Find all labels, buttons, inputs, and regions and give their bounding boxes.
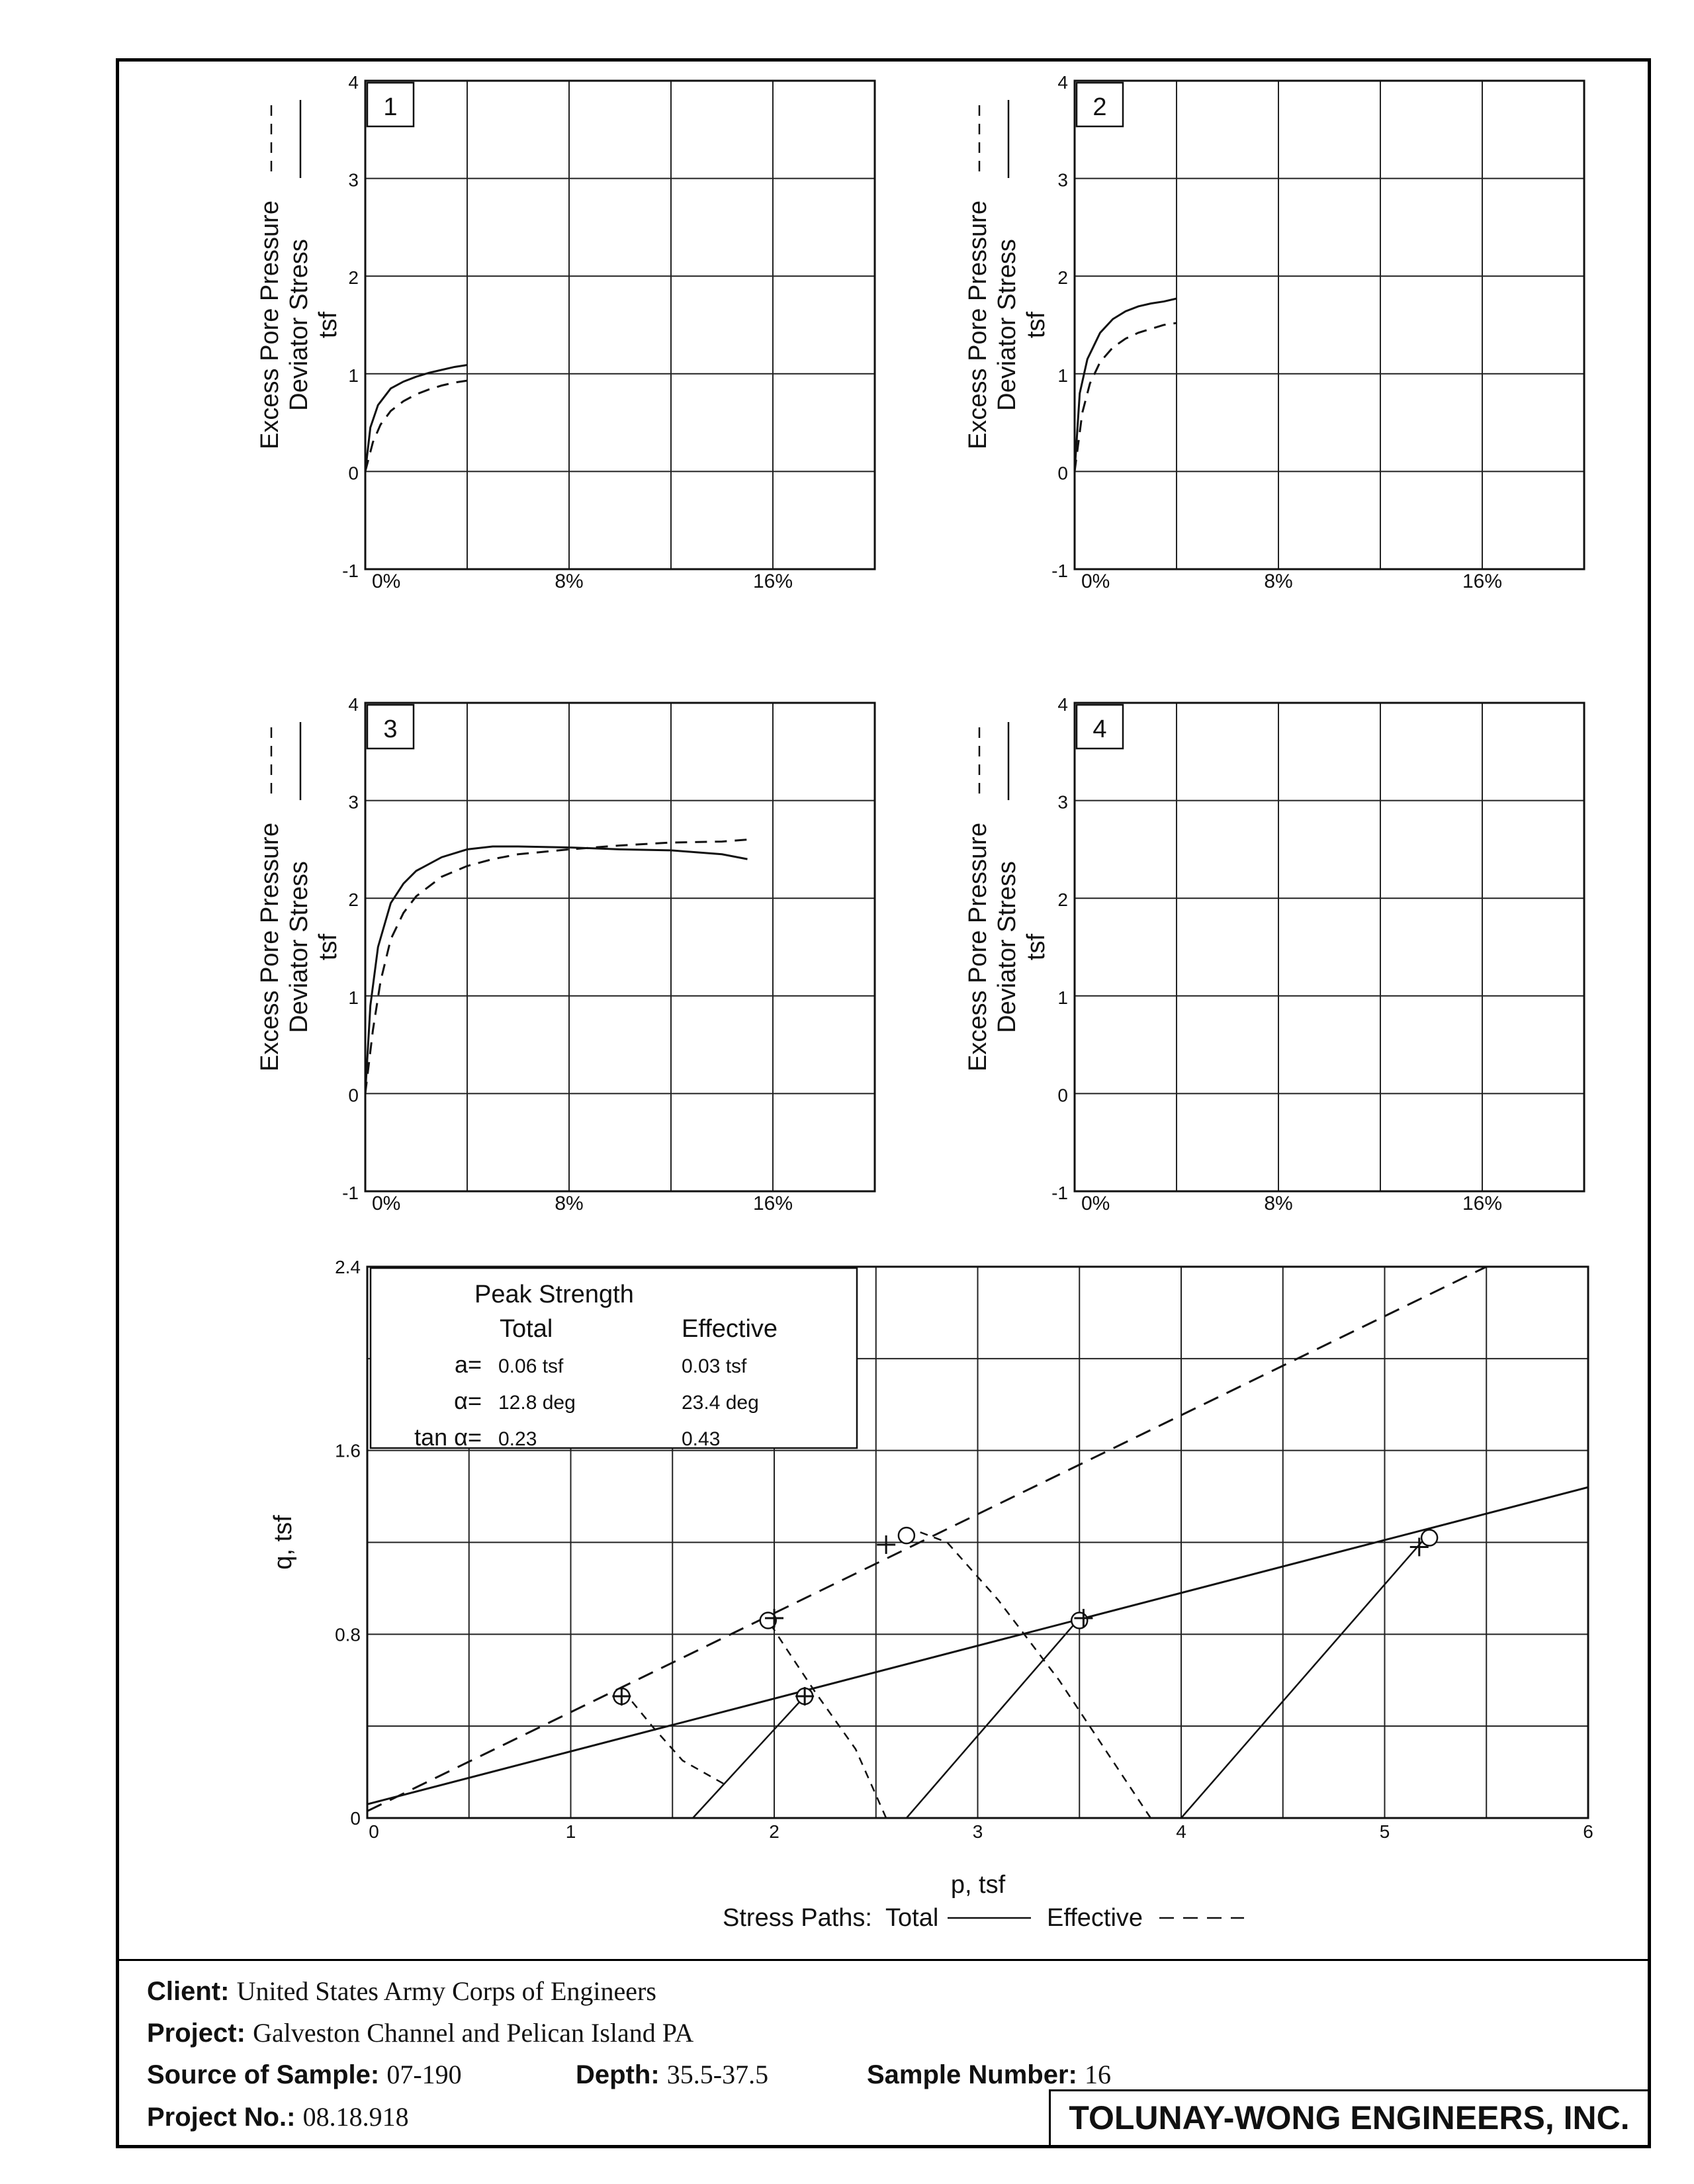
peak-row-total: 12.8 deg <box>498 1392 576 1414</box>
y-tick-label: -1 <box>342 1183 359 1203</box>
depth-row <box>576 2059 768 2090</box>
plot-frame <box>1075 81 1584 569</box>
sample-label: Sample Number: <box>867 2060 1077 2089</box>
x-tick-label: 16% <box>752 1193 793 1214</box>
source-value: 07-190 <box>386 2060 462 2089</box>
y-axis-label-line: tsf <box>1022 311 1050 339</box>
total-stress-path <box>907 1618 1079 1818</box>
project-row <box>147 2017 693 2048</box>
stress-strain-panel-2 <box>964 72 1584 592</box>
stress-strain-panel-3 <box>256 694 875 1214</box>
stress-path-plot <box>269 1257 1593 1932</box>
x-tick-label: 8% <box>1264 570 1293 592</box>
peak-total-header: Total <box>500 1315 553 1343</box>
depth-value: 35.5-37.5 <box>666 2060 769 2089</box>
y-tick-label: 0 <box>1057 1085 1068 1106</box>
peak-row-label: tan α= <box>414 1424 482 1451</box>
panel-number: 3 <box>383 715 398 743</box>
y-tick-label: 3 <box>1057 792 1068 813</box>
failure-point-circle <box>1421 1530 1437 1546</box>
deviator-stress-curve <box>365 365 467 472</box>
x-tick-label: 16% <box>1462 570 1503 592</box>
pore-pressure-curve <box>365 381 467 471</box>
x-tick-label: 8% <box>555 570 584 592</box>
pore-pressure-curve <box>365 840 748 1094</box>
y-tick-label: 2 <box>1057 889 1068 911</box>
y-axis-label-line: Excess Pore Pressure <box>964 201 992 449</box>
project-label: Project: <box>147 2019 245 2048</box>
y-tick-label: 1 <box>348 987 359 1008</box>
y-axis-label-line: Excess Pore Pressure <box>964 823 992 1071</box>
y-tick-label: -1 <box>1051 561 1068 581</box>
x-tick-label: 5 <box>1379 1821 1390 1842</box>
legend-caption: Stress Paths: <box>723 1904 872 1932</box>
y-tick-label: 3 <box>348 792 359 813</box>
x-tick-label: 2 <box>769 1821 780 1842</box>
peak-row-total: 0.06 tsf <box>498 1355 564 1377</box>
x-tick-label: 6 <box>1583 1821 1593 1842</box>
y-tick-label: 4 <box>348 694 359 715</box>
sample-row <box>867 2059 1111 2090</box>
plot-frame <box>1075 703 1584 1191</box>
y-tick-label: 1 <box>1057 987 1068 1008</box>
project-value: Galveston Channel and Pelican Island PA <box>253 2018 694 2048</box>
y-tick-label: 0 <box>350 1808 361 1829</box>
y-tick-label: 3 <box>348 169 359 191</box>
y-axis-label-line: Deviator Stress <box>993 861 1021 1033</box>
y-axis-label <box>964 823 1050 1071</box>
y-axis-label: q, tsf <box>269 1515 297 1570</box>
peak-row-effective: 0.43 <box>682 1428 721 1450</box>
depth-label: Depth: <box>576 2060 660 2089</box>
y-tick-label: 0 <box>348 463 359 484</box>
x-tick-label: 0% <box>1081 570 1110 592</box>
company-name: TOLUNAY-WONG ENGINEERS, INC. <box>1049 2089 1648 2145</box>
y-tick-label: 1 <box>1057 365 1068 386</box>
client-value: United States Army Corps of Engineers <box>236 1976 656 2006</box>
projno-row <box>147 2101 409 2132</box>
x-tick-label: 8% <box>1264 1193 1293 1214</box>
y-tick-label: 2 <box>1057 267 1068 289</box>
panel-number: 4 <box>1092 715 1107 743</box>
effective-stress-path <box>628 1696 724 1784</box>
x-tick-label: 8% <box>555 1193 584 1214</box>
deviator-stress-curve <box>365 846 748 1093</box>
stress-strain-panel-1 <box>256 72 875 592</box>
y-axis-label-line: Deviator Stress <box>285 861 313 1033</box>
y-tick-label: 4 <box>1057 72 1068 93</box>
y-axis-label-line: Excess Pore Pressure <box>256 201 284 449</box>
x-tick-label: 4 <box>1176 1821 1186 1842</box>
pore-pressure-curve <box>1075 323 1177 471</box>
y-tick-label: 2 <box>348 267 359 289</box>
client-label: Client: <box>147 1977 230 2006</box>
effective-stress-path <box>768 1621 886 1818</box>
peak-strength-title: Peak Strength <box>474 1281 634 1308</box>
source-row <box>147 2059 462 2090</box>
stress-strain-panel-4 <box>964 694 1584 1214</box>
x-tick-label: 0% <box>1081 1193 1110 1214</box>
peak-row-effective: 23.4 deg <box>682 1392 759 1414</box>
report-footer <box>119 1959 1648 2145</box>
peak-row-total: 0.23 <box>498 1428 537 1450</box>
y-tick-label: -1 <box>342 561 359 581</box>
x-axis-label: p, tsf <box>950 1871 1006 1899</box>
sample-value: 16 <box>1084 2060 1111 2089</box>
y-tick-label: 0.8 <box>335 1624 361 1645</box>
y-axis-label-line: tsf <box>1022 933 1050 961</box>
peak-row-label: α= <box>454 1387 482 1414</box>
peak-row-effective: 0.03 tsf <box>682 1355 747 1377</box>
projno-value: 08.18.918 <box>302 2102 409 2132</box>
plot-frame <box>365 703 875 1191</box>
y-tick-label: 3 <box>1057 169 1068 191</box>
panel-number: 2 <box>1092 93 1107 121</box>
y-tick-label: 0 <box>1057 463 1068 484</box>
panel-number: 1 <box>383 93 398 121</box>
client-row <box>147 1976 656 2007</box>
y-axis-label-line: tsf <box>314 311 342 339</box>
x-tick-label: 3 <box>972 1821 983 1842</box>
x-tick-label: 16% <box>752 570 793 592</box>
source-label: Source of Sample: <box>147 2060 380 2089</box>
y-axis-label <box>256 823 342 1071</box>
y-tick-label: 1.6 <box>335 1440 361 1461</box>
y-axis-label-line: Deviator Stress <box>993 239 1021 411</box>
x-tick-label: 0% <box>372 570 401 592</box>
y-axis-label-line: Deviator Stress <box>285 239 313 411</box>
y-axis-label-line: Excess Pore Pressure <box>256 823 284 1071</box>
plot-frame <box>365 81 875 569</box>
x-tick-label: 0 <box>369 1821 379 1842</box>
x-tick-label: 16% <box>1462 1193 1503 1214</box>
failure-point-circle <box>1071 1613 1087 1629</box>
y-tick-label: 0 <box>348 1085 359 1106</box>
y-tick-label: 1 <box>348 365 359 386</box>
x-tick-label: 1 <box>565 1821 576 1842</box>
y-tick-label: -1 <box>1051 1183 1068 1203</box>
y-axis-label <box>964 201 1050 449</box>
legend-effective-label: Effective <box>1047 1904 1143 1932</box>
y-tick-label: 4 <box>348 72 359 93</box>
failure-point-circle <box>899 1527 914 1543</box>
projno-label: Project No.: <box>147 2103 296 2132</box>
peak-row-label: a= <box>454 1351 482 1378</box>
y-axis-label <box>256 201 342 449</box>
total-stress-path <box>1181 1538 1425 1818</box>
y-tick-label: 2.4 <box>335 1257 361 1277</box>
legend-total-label: Total <box>885 1904 939 1932</box>
x-tick-label: 0% <box>372 1193 401 1214</box>
peak-effective-header: Effective <box>682 1315 778 1343</box>
y-tick-label: 2 <box>348 889 359 911</box>
y-axis-label-line: tsf <box>314 933 342 961</box>
y-tick-label: 4 <box>1057 694 1068 715</box>
